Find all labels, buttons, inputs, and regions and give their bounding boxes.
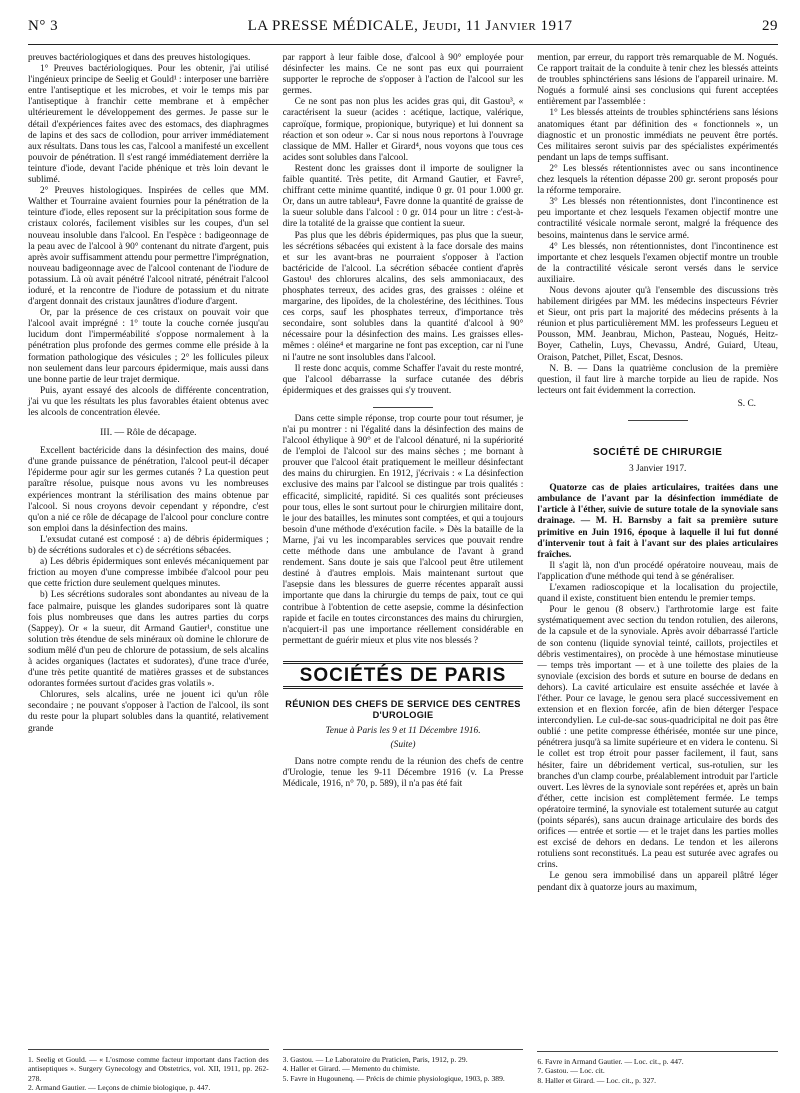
section-title: SOCIÉTÉS DE PARIS xyxy=(283,661,524,689)
society-date: 3 Janvier 1917. xyxy=(629,464,687,475)
divider xyxy=(628,420,688,421)
paragraph: mention, par erreur, du rapport très remarquable de M. Nogués. Ce rapport traitait de la conduite à tenir chez les blessés atteints de troubles sphinctériens sans lésions de l'appareil urinaire. M. Nogués a formulé ainsi ses conclusions qui furent acceptées entièrement par l'assemblée : xyxy=(537,53,779,108)
paragraph: a) Les débris épidermiques sont enlevés mécaniquement par friction au moyen d'une compresse imbibée d'alcool pour peu que cette friction dure seulement quelques minutes. xyxy=(28,557,269,590)
footnote: 4. Haller et Girard. — Memento du chimiste. xyxy=(282,1064,420,1074)
paragraph: Ce ne sont pas non plus les acides gras qui, dit Gastou³, « caractérisent la sueur (acides : acétique, lactique, valérique, caproïque, formique, propionique, butyrique) et lui donnent sa réaction et son odeur ». Car si nous nous reportons à l'ouvrage classique de MM. Haller et Girard⁴, nous voyons que tous ces acides sont solubles dans l'alcool. xyxy=(282,97,524,163)
meeting-date: Tenue à Paris les 9 et 11 Décembre 1916. xyxy=(325,725,481,736)
paragraph: Puis, ayant essayé des alcools de différente concentration, j'ai vu que les résultats les plus favorables étaient obtenus avec les alcools de concentration élevée. xyxy=(28,385,269,418)
footnote: 5. Favre in Hugounenq. — Précis de chimie physiologique, 1903, p. 389. xyxy=(282,1073,505,1083)
footnotes xyxy=(28,1049,269,1093)
meeting-suite: (Suite) xyxy=(390,740,416,751)
paragraph: 1° Les blessés atteints de troubles sphinctériens sans lésions anatomiques étant par définition des « fonctionnels », un diagnostic et un pronostic immédiats ne peuvent être portés. Ces militaires seront suivis par des spécialistes expérimentés pendant un laps de temps suffisant. xyxy=(537,108,779,163)
paragraph: Restent donc les graisses dont il importe de souligner la faible quantité. Très petite, dit Armand Gautier, et Favre⁵, chiffrant cette minime quantité, indique 0 gr. 01 pour 1.000 gr. Or, dans un autre tableau⁴, Favre donne la quantité de graisse de la sueur soluble dans l'alcool : 0 gr. 014 pour un litre : c'est-à-dire la totalité de la graisse que contient la sueur. xyxy=(282,163,524,230)
paragraph: Il reste donc acquis, comme Schaffer l'avait du reste montré, que l'alcool débarrasse la surface cutanée des débris épidermiques et des graisses qui s'y trouvent. xyxy=(282,363,524,396)
meeting-title: RÉUNION DES CHEFS DE SERVICE DES CENTRES D'UROLOGIE xyxy=(285,698,521,720)
page-header xyxy=(28,18,778,40)
paragraph: 4° Les blessés, non rétentionnistes, dont l'incontinence est importante et chez lesquels l'examen objectif montre un trouble de la contractilité vésicale seront versés dans le service auxiliaire. xyxy=(537,241,779,285)
signature: S. C. xyxy=(737,398,757,409)
section-heading: III. — Rôle de décapage. xyxy=(100,427,197,439)
journal-title: LA PRESSE MÉDICALE, Jeudi, 11 Janvier 1917 xyxy=(247,18,573,34)
paragraph: Nous devons ajouter qu'à l'ensemble des discussions très habilement dirigées par MM. les médecins inspecteurs Février et Sieur, ont pris part la majorité des médecins présents à la réunion et plus particulièrement MM. les professeurs Legueu et Pousson, MM. Jeanbrau, Michon, Pasteau, Nogués, Heitz-Boyer, Cathelin, Luys, Chevassu, André, Guiard, Uteau, Oraison, Patchet, Pillet, Escat, Desnos. xyxy=(537,285,779,363)
paragraph: Il s'agit là, non d'un procédé opératoire nouveau, mais de l'application d'une méthode qui tend à se généraliser. xyxy=(537,560,779,582)
paragraph: Le genou sera immobilisé dans un appareil plâtré léger pendant dix à quatorze jours au maximum, xyxy=(537,871,779,893)
page-number: 29 xyxy=(762,18,778,34)
paragraph: Dans cette simple réponse, trop courte pour tout résumer, je n'ai pu montrer : ni l'égalité dans la désinfection des mains de l'alcool éthylique à 90° et de l'alcool dénaturé, ni la supériorité de l'emploi de l'alcool sur des mains sèches ; me bornant à prouver que l'alcool était pratiquement le meilleur désinfectant des mains du chirurgien. En 1912, j'écrivais : « La désinfection exclusive des mains par l'alcool se distingue par trois qualités : efficacité, simplicité, rapidité. Si ces qualités sont précieuses pour tous, elles le sont surtout pour le chirurgien militaire dont, le jour des batailles, les minutes sont comptées, et qui a toujours besoin d'une méthode d'exécution facile. » Dès la bataille de la Marne, j'ai vu les incomparables services que pouvait rendre cette méthode dans une ambulance de l'avant à grand rendement. Sans doute je sais que l'alcool peut être utilement destiné à d'autres emplois. Mais maintenant surtout que l'asepsie dans les blessures de guerre récentes apparaît aussi importante que dans la chirurgie du temps de paix, tout ce qui contribue à l'obtention de cette asepsie, comme la désinfection rapide et facile en toutes circonstances des mains du chirurgien, n'acquiert-il pas une importance réellement considérable en permettant de guérir mieux et plus vite nos blessés ? xyxy=(282,413,524,646)
paragraph: Quatorze cas de plaies articulaires, traitées dans une ambulance de l'avant par la désinfection immédiate de l'article à l'éther, suivie de suture totale de la synoviale sans drainage. — M. H. Barnsby a fait sa première suture primitive en Juin 1916, époque à laquelle il lui fut donné d'intervenir tout à fait à l'avant sur des plaies articulaires fraîches. xyxy=(537,483,779,560)
header-rule xyxy=(28,44,778,45)
paragraph: Excellent bactéricide dans la désinfection des mains, doué d'une grande puissance de pénétration, l'alcool peut-il décaper l'épiderme pour agir sur les germes cutanés ? La question peut paraître résolue, puisque nous avons vu les nombreuses expériences montrant la stérilisation des mains obtenue par l'alcool. Si nous croyons devoir cependant y répondre, c'est qu'on a nié ce rôle de décapage de l'alcool pour conclure contre son emploi dans la désinfection des mains. xyxy=(28,446,269,534)
paragraph: 1° Preuves bactériologiques. Pour les obtenir, j'ai utilisé l'ingénieux principe de Seelig et Gould¹ : interposer une barrière entre l'antiseptique et les microbes, et voir le temps mis par l'antiseptique à franchir cette membrane et à empêcher ultérieurement le développement des germes. Je passe sur le détail d'expériences faites avec des estomacs, des diaphragmes de lapins et des sacs de collodion, pour arriver immédiatement aux résultats. Dans tous les cas, l'alcool a manifesté un excellent pouvoir de pénétration. Il s'est rangé immédiatement derrière la teinture d'iode, devant l'acide phénique et très loin devant le sublimé. xyxy=(28,64,269,186)
paragraph: 3° Les blessés non rétentionnistes, dont l'incontinence est peu importante et chez lesquels l'examen objectif montre une contractilité vésicale normale seront, malgré la fréquence des besoins, maintenus dans le service armé. xyxy=(537,197,779,241)
paragraph: N. B. — Dans la quatrième conclusion de la première question, il faut lire à marche torpide au lieu de rapide. Nos lecteurs ont fait évidemment la correction. xyxy=(537,363,779,396)
paragraph: 2° Preuves histologiques. Inspirées de celles que MM. Walther et Tourraine avaient fournies pour la pénétration de la teinture d'iode, elles reposent sur la précipitation sous forme de cristaux colorés, facilement visibles sur les coupes, d'un sel nouveau insoluble dans l'alcool. En l'espèce : badigeonnage de la peau avec de l'alcool à 90° contenant du nitrate d'argent, puis après avoir suffisamment attendu pour permettre l'imprégnation, nouveau badigeonnage avec de l'alcool contenant de l'iodure de potassium. Là où avait pénétré l'alcool nitraté, pénétrait l'alcool ioduré, et la rencontre de l'iodure de potassium et du nitrate d'argent donnait des cristaux jaunâtres d'iodure d'argent. xyxy=(28,186,269,308)
paragraph: b) Les sécrétions sudorales sont abondantes au niveau de la face palmaire, puisque les glandes sudoripares sont là quatre fois plus nombreuses que dans les autres parties du corps (Sappey). Or « la sueur, dit Armand Gautier¹, constitue une solution très étendue de sels minéraux où domine le chlorure de sodium mêlé d'un peu de chlorure de potassium, de sels alcalins à acides organiques (lactates et sudorates), d'une trace d'urée, d'une très petite quantité de matières grasses et de substances odorantes formées surtout d'acides gras volatils ». xyxy=(28,590,269,690)
column-3 xyxy=(537,53,778,1083)
footnote: 1. Seelig et Gould. — « L'osmose comme facteur important dans l'action des antiseptiques ». Surgery Gynecology and Obstetrics, vol. XII, 1911, pp. 262-278. xyxy=(28,1055,269,1083)
footnotes xyxy=(283,1049,524,1083)
paragraph: par rapport à leur faible dose, d'alcool à 90° employée pour désinfecter les mains. Ce ne sont pas eux qui pourraient supporter le reproche de s'opposer à l'action de l'alcool sur les germes. xyxy=(282,53,524,97)
footnote: 6. Favre in Armand Gautier. — Loc. cit., p. 447. xyxy=(537,1057,684,1066)
footnote: 3. Gastou. — Le Laboratoire du Praticien, Paris, 1912, p. 29. xyxy=(282,1055,468,1064)
paragraph: 2° Les blessés rétentionnistes avec ou sans incontinence chez lesquels la rétention dépasse 200 gr. seront proposés pour la réforme temporaire. xyxy=(537,163,779,197)
footnote: 7. Gastou. — Loc. cit. xyxy=(537,1066,605,1076)
footnote: 2. Armand Gautier. — Leçons de chimie biologique, p. 447. xyxy=(28,1083,211,1093)
paragraph: Dans notre compte rendu de la réunion des chefs de centre d'Urologie, tenue les 9-11 Décembre 1916 (v. La Presse Médicale, 1916, n° 70, p. 589), il n'a pas été fait xyxy=(282,757,524,790)
divider xyxy=(373,407,433,408)
paragraph: Chlorures, sels alcalins, urée ne jouent ici qu'un rôle secondaire ; ne pouvant s'opposer à l'action de l'alcool, ils sont du reste pour la plupart solubles dans la quantité, relativement grande xyxy=(28,690,269,734)
paragraph: L'examen radioscopique et la localisation du projectile, quand il existe, constituent bien entendu le premier temps. xyxy=(537,583,779,605)
paragraph: preuves bactériologiques et dans des preuves histologiques. xyxy=(28,53,251,63)
paragraph: Pour le genou (8 observ.) l'arthrotomie large est faite systématiquement avec section du tendon rotulien, des ailerons, de la capsule et de la synoviale. Après avoir débarrassé l'article de son contenu (liquide synovial teinté, caillots, projectiles et débris vestimentaires), on procède à une hémostase minutieuse — temps très important — et à une toilette des plaies de la synoviale (excision des bords et suture en bourse de dedans en dehors). La cavité articulaire est ensuite asséchée et lavée à l'éther. Pour ce lavage, le genou sera placé successivement en extension et en flexion forcée, afin de bien déterger l'espace intercondylien. Le cul-de-sac sous-quadricipital ne doit pas être oublié : une petite compresse éthérisée, montée sur une pince, pénétrera jusqu'à sa limite supérieure et en videra le contenu. Si le collet est trop étroit pour passer facilement, il faut, sans hésiter, faire un débridement vertical, sus-rotulien, sur les branches d'un clamp courbe, préalablement introduit par l'article ouvert. Les lèvres de la synoviale sont repérées et, après un bain d'éther, cette incision est complètement fermée. Le temps opératoire terminé, la synoviale est totalement suturée au catgut (points séparés), sans aucun drainage articulaire des bords des orifices — entrée et sortie — et le trajet dans les parties molles est excisé de dehors en dedans. Le tendon et les ailerons rotuliens sont reconstitués. La peau est suturée avec agrafes ou crins. xyxy=(537,605,779,871)
paragraph: Or, par la présence de ces cristaux on pouvait voir que l'alcool avait imprégné : 1° toute la couche cornée jusqu'au lucidum dont l'imperméabilité s'oppose normalement à la pénétration plus profonde des germes comme elle préside à la formation pathologique des vésicules ; 2° les follicules pileux non seulement dans leur parcours épidermique, mais aussi dans une bonne partie de leur trajet dermique. xyxy=(28,308,269,385)
columns xyxy=(28,53,779,1093)
column-2 xyxy=(283,53,524,1083)
paragraph: L'exsudat cutané est composé : a) de débris épidermiques ; b) de sécrétions sudorales et c) de sécrétions sébacées. xyxy=(28,534,269,557)
society-title: SOCIÉTÉ DE CHIRURGIE xyxy=(592,447,723,458)
column-1 xyxy=(28,53,269,1093)
paragraph: Pas plus que les débris épidermiques, pas plus que la sueur, les sécrétions sébacées qui existent à la face dorsale des mains et sur les avant-bras ne pourraient s'opposer à l'action bactéricide de l'alcool. La sécrétion sébacée contient d'après Gastou¹ des chlorures alcalins, des sels ammoniacaux, des phosphates terreux, des acides gras, des graisses : oléine et margarine, des lipoïdes, de la cholestérine, des lécithines. Tous ces corps, sauf les phosphates terreux, d'importance très secondaire, sont solubles dans la quantité d'alcool à 90° nécessaire pour la désinfection des mains. Les graisses elles-mêmes : oléine⁴ et margarine ne font pas exception, car ni l'une ni l'autre ne sont insolubles dans l'alcool. xyxy=(282,230,524,363)
issue-number: N° 3 xyxy=(28,18,59,34)
footnotes xyxy=(537,1051,778,1085)
footnote: 8. Haller et Girard. — Loc. cit., p. 327. xyxy=(537,1075,657,1085)
